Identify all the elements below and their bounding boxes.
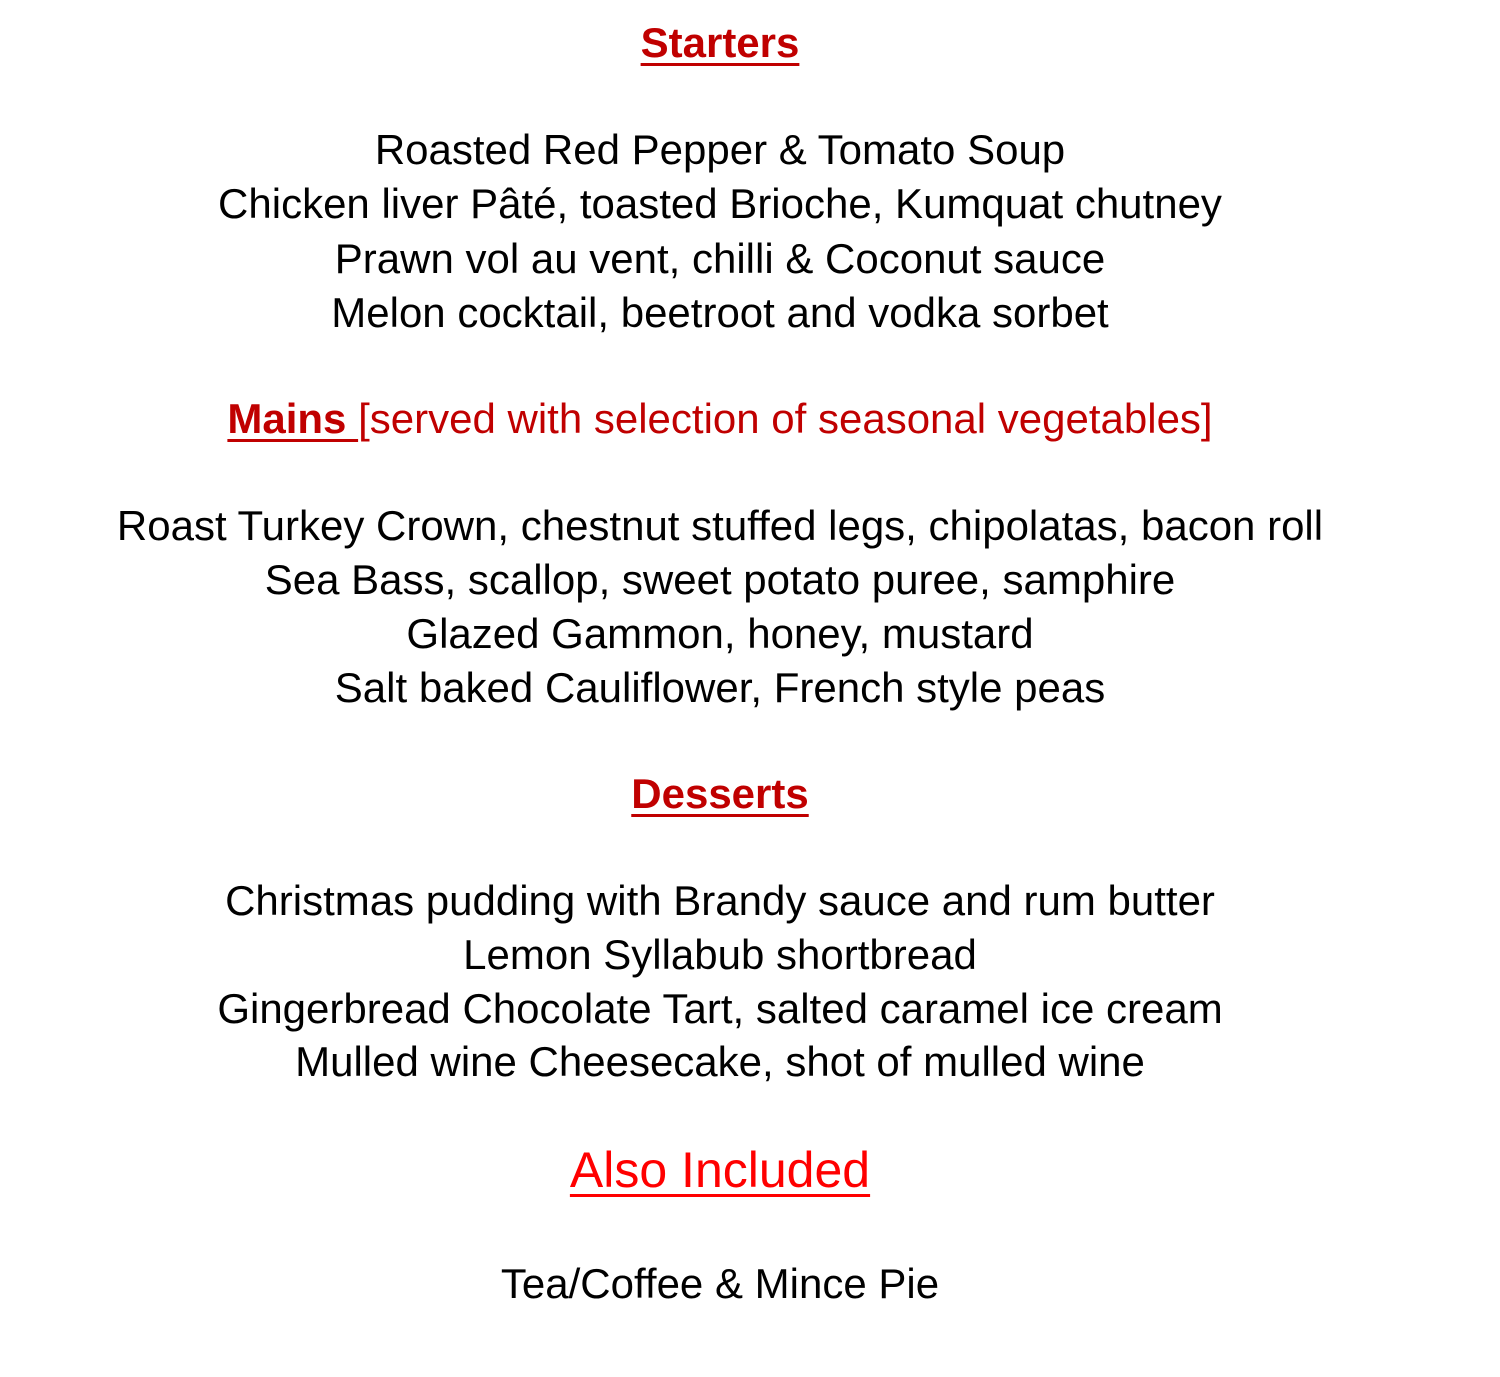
starter-item: Chicken liver Pâté, toasted Brioche, Kumquat chutney [218, 180, 1222, 227]
also-included-heading: Also Included [569, 1142, 871, 1198]
dessert-item: Christmas pudding with Brandy sauce and rum butter [225, 877, 1215, 924]
starter-item: Prawn vol au vent, chilli & Coconut sauce [334, 235, 1106, 282]
mains-heading: Mains [227, 395, 359, 442]
mains-item: Salt baked Cauliflower, French style peas [334, 664, 1106, 711]
mains-note: [served with selection of seasonal vegetables] [358, 395, 1213, 442]
dessert-item: Gingerbread Chocolate Tart, salted caramel ice cream [217, 985, 1223, 1032]
also-included-item: Tea/Coffee & Mince Pie [500, 1260, 940, 1307]
mains-item: Sea Bass, scallop, sweet potato puree, samphire [264, 556, 1176, 603]
mains-item: Glazed Gammon, honey, mustard [406, 610, 1034, 657]
desserts-heading: Desserts [631, 770, 809, 817]
starters-heading: Starters [640, 19, 800, 66]
starter-item: Melon cocktail, beetroot and vodka sorbet [331, 289, 1109, 336]
mains-item: Roast Turkey Crown, chestnut stuffed legs, chipolatas, bacon roll [116, 502, 1324, 549]
dessert-item: Lemon Syllabub shortbread [463, 931, 977, 978]
starter-item: Roasted Red Pepper & Tomato Soup [374, 126, 1066, 173]
mains-heading-line [0, 393, 1440, 445]
dessert-item: Mulled wine Cheesecake, shot of mulled wine [295, 1038, 1145, 1085]
